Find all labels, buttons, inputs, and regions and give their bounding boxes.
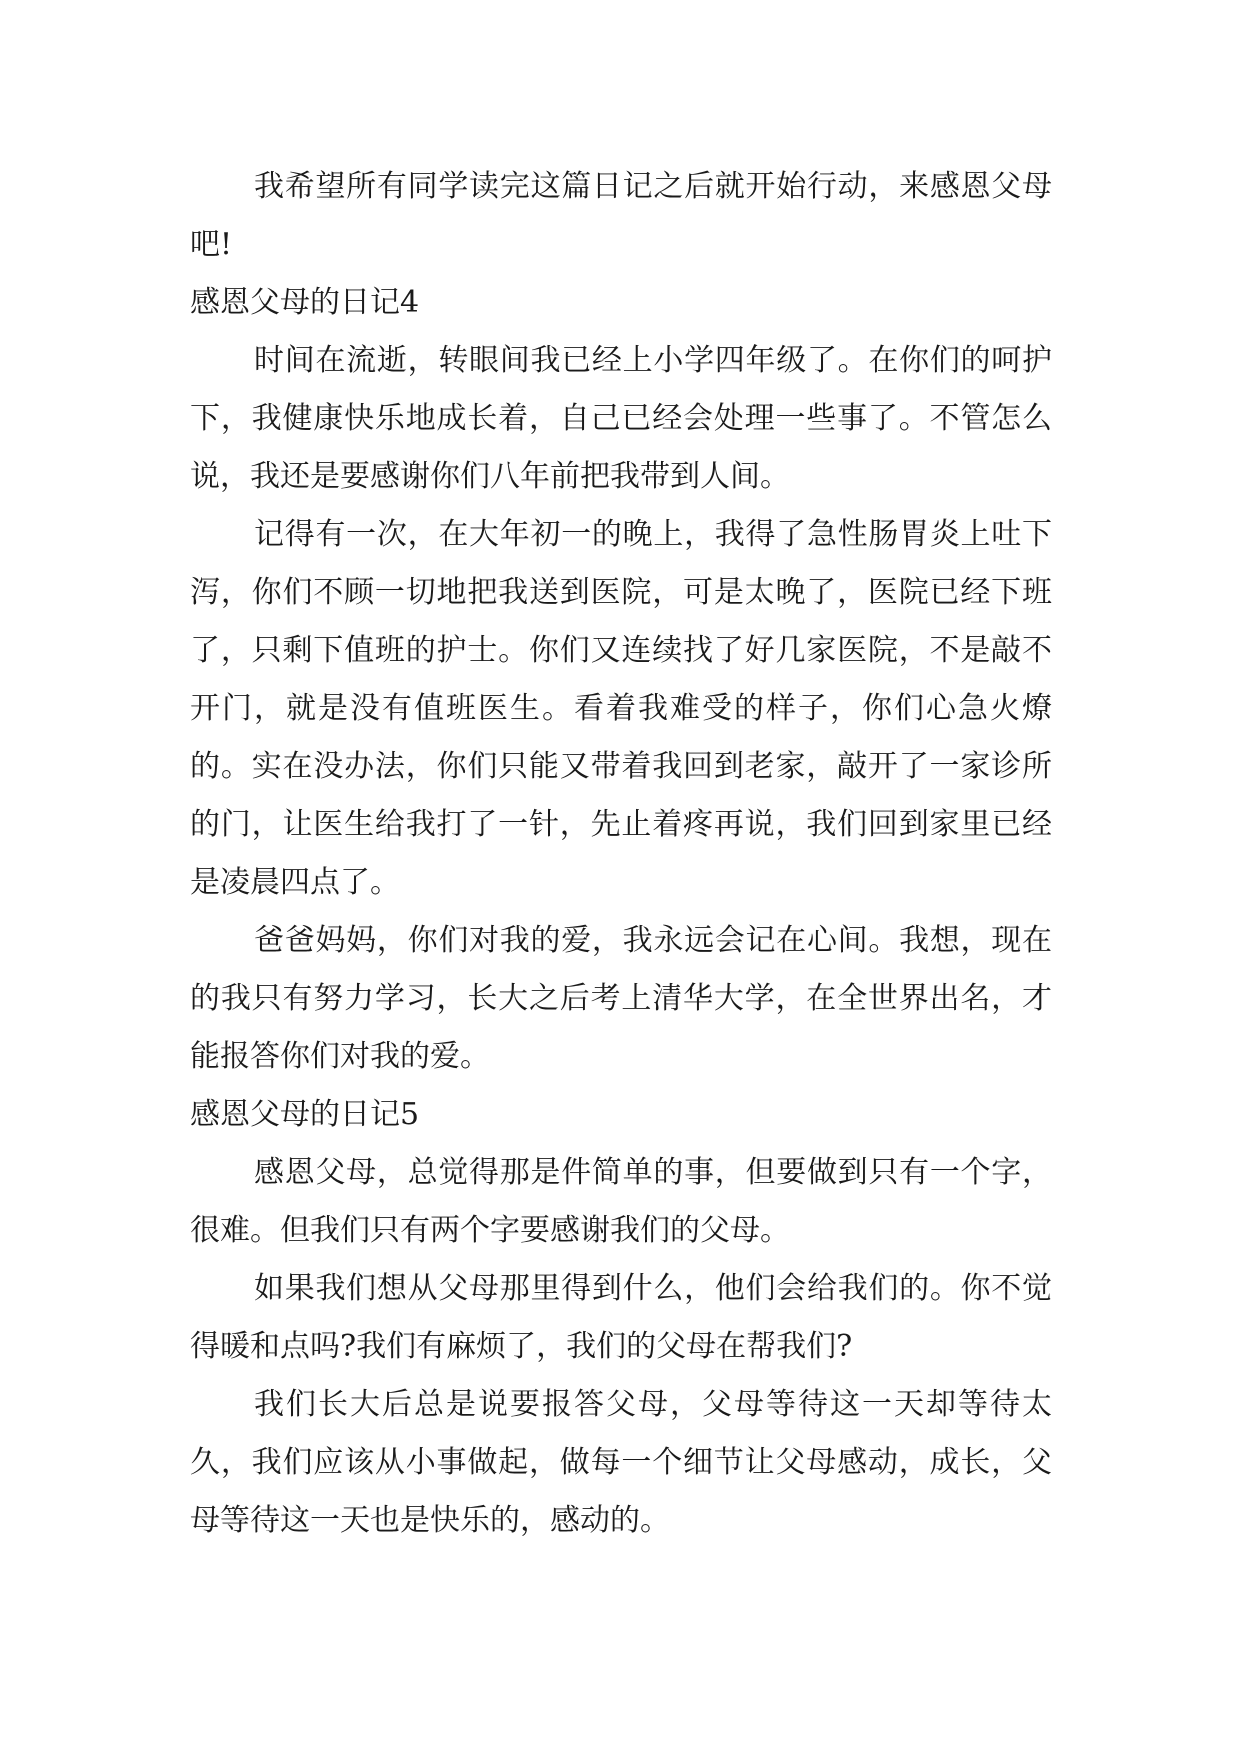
heading-diary-4: 感恩父母的日记4 <box>190 285 420 320</box>
paragraph-diary-4-story: 记得有一次，在大年初一的晚上，我得了急性肠胃炎上吐下泻，你们不顾一切地把我送到医院，可是太晚了，医院已经下班了，只剩下值班的护士。你们又连续找了好几家医院，不是敲不开门，就是没有值班医生。看着我难受的样子，你们心急火燎的。实在没办法，你们只能又带着我回到老家，敲开了一家诊所的门，让医生给我打了一针，先止着疼再说，我们回到家里已经是凌晨四点了。 <box>190 517 1052 900</box>
document-body <box>190 158 1052 1550</box>
paragraph-diary-5-intro: 感恩父母，总觉得那是件简单的事，但要做到只有一个字，很难。但我们只有两个字要感谢我们的父母。 <box>190 1155 1052 1248</box>
heading-diary-5: 感恩父母的日记5 <box>190 1097 420 1132</box>
paragraph-diary-5-body: 如果我们想从父母那里得到什么，他们会给我们的。你不觉得暖和点吗?我们有麻烦了，我们的父母在帮我们? <box>190 1271 1052 1364</box>
paragraph-diary-4-intro: 时间在流逝，转眼间我已经上小学四年级了。在你们的呵护下，我健康快乐地成长着，自己已经会处理一些事了。不管怎么说，我还是要感谢你们八年前把我带到人间。 <box>190 343 1052 494</box>
paragraph-diary-5-closing: 我们长大后总是说要报答父母，父母等待这一天却等待太久，我们应该从小事做起，做每一个细节让父母感动，成长，父母等待这一天也是快乐的，感动的。 <box>190 1387 1052 1538</box>
paragraph-closing-diary-3: 我希望所有同学读完这篇日记之后就开始行动，来感恩父母吧! <box>190 169 1052 262</box>
paragraph-diary-4-closing: 爸爸妈妈，你们对我的爱，我永远会记在心间。我想，现在的我只有努力学习，长大之后考上清华大学，在全世界出名，才能报答你们对我的爱。 <box>190 923 1052 1074</box>
